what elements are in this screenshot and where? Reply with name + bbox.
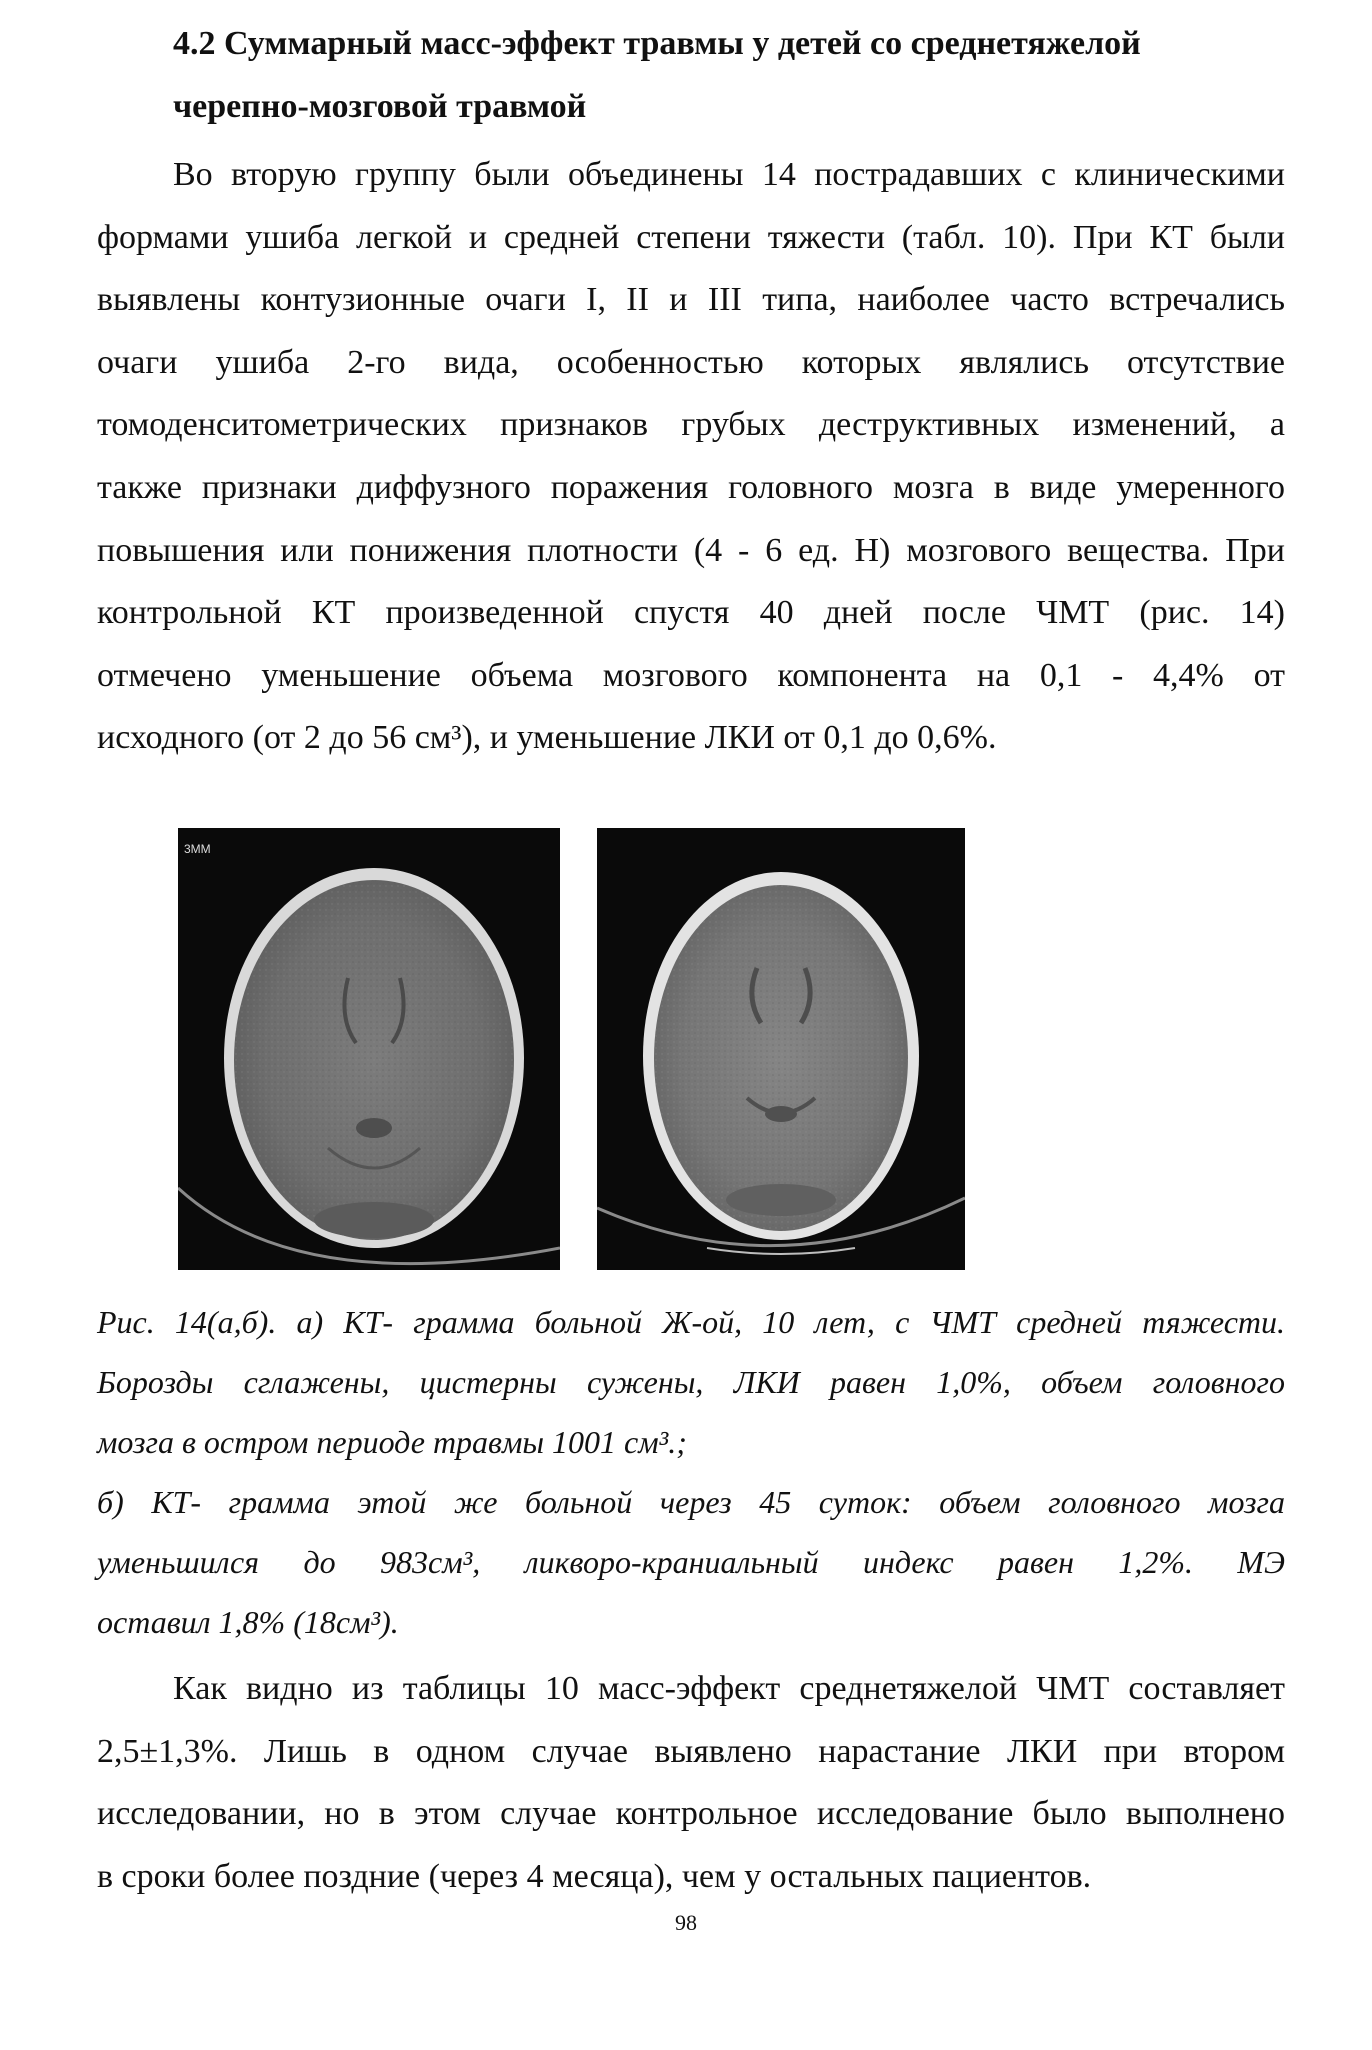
ct-scan-image-b — [597, 828, 965, 1270]
paragraph-line: также признаки диффузного поражения головного мозга в виде умеренного — [97, 468, 1285, 506]
section-heading-line-2: черепно-мозговой травмой — [173, 88, 587, 125]
caption-line: уменьшился до 983см³, ликворо-краниальный индекс равен 1,2%. МЭ — [97, 1544, 1285, 1580]
caption-line: б) КТ- грамма этой же больной через 45 суток: объем головного мозга — [97, 1484, 1285, 1520]
paragraph-line: исследовании, но в этом случае контрольное исследование было выполнено — [97, 1795, 1285, 1833]
paragraph-line: отмечено уменьшение объема мозгового компонента на 0,1 - 4,4% от — [97, 656, 1285, 694]
paragraph-line: контрольной КТ произведенной спустя 40 дней после ЧМТ (рис. 14) — [97, 594, 1285, 632]
paragraph-line: очаги ушиба 2-го вида, особенностью которых являлись отсутствие — [97, 343, 1285, 381]
ct-scan-image-a — [178, 828, 560, 1270]
paragraph-intro — [97, 144, 1285, 770]
paragraph-line: томоденситометрических признаков грубых деструктивных изменений, а — [97, 406, 1285, 444]
ct-scan-label: 3MM — [184, 842, 211, 856]
page-number: 98 — [675, 1910, 697, 1935]
paragraph-line: Как видно из таблицы 10 масс-эффект среднетяжелой ЧМТ составляет — [173, 1670, 1285, 1707]
ct-scan-b-drawing — [597, 828, 965, 1270]
caption-line: мозга в остром периоде травмы 1001 см³.; — [97, 1424, 687, 1460]
paragraph-line: исходного (от 2 до 56 см³), и уменьшение ЛКИ от 0,1 до 0,6%. — [97, 719, 997, 757]
ct-scan-a-drawing — [178, 828, 560, 1270]
paragraph-line: в сроки более поздние (через 4 месяца), чем у остальных пациентов. — [97, 1857, 1092, 1895]
paragraph-line: Во вторую группу были объединены 14 пострадавших с клиническими — [173, 156, 1285, 193]
section-heading-line-1: 4.2 Суммарный масс-эффект травмы у детей со среднетяжелой — [173, 25, 1141, 62]
caption-line: оставил 1,8% (18см³). — [97, 1604, 399, 1640]
paragraph-line: 2,5±1,3%. Лишь в одном случае выявлено нарастание ЛКИ при втором — [97, 1732, 1285, 1770]
paragraph-line: повышения или понижения плотности (4 - 6 ед. Н) мозгового вещества. При — [97, 531, 1285, 569]
caption-line: Рис. 14(а,б). а) КТ- грамма больной Ж-ой, 10 лет, с ЧМТ средней тяжести. — [97, 1304, 1285, 1340]
caption-line: Борозды сглажены, цистерны сужены, ЛКИ равен 1,0%, объем головного — [97, 1364, 1285, 1400]
figure-caption — [97, 1292, 1285, 1652]
paragraph-conclusion — [97, 1658, 1285, 1908]
paragraph-line: выявлены контузионные очаги I, II и III типа, наиболее часто встречались — [97, 281, 1285, 319]
paragraph-line: формами ушиба легкой и средней степени тяжести (табл. 10). При КТ были — [97, 218, 1285, 256]
